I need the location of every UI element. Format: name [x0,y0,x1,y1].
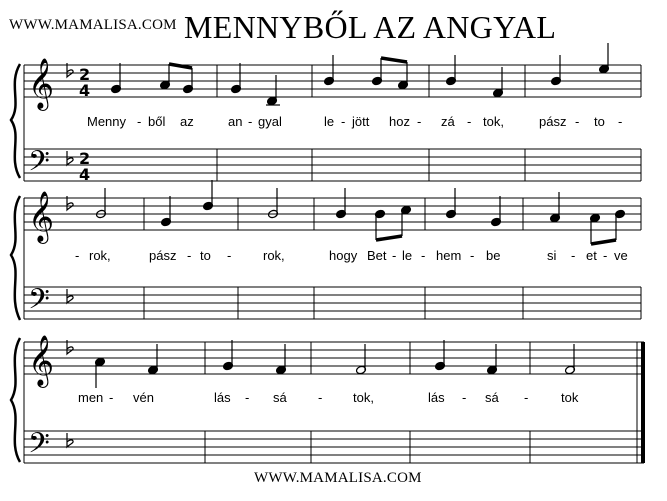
lyric: pász [149,248,177,263]
system-2 [11,180,641,323]
notes [111,43,610,106]
lyric: - [618,114,623,129]
lyric: - [462,390,467,405]
lyric: - [575,114,580,129]
time-signature: 4 [79,165,91,184]
bass-clef-icon: 𝄢 [28,283,50,323]
brace [11,196,20,320]
lyric: - [187,248,192,263]
lyric: - [603,248,608,263]
website-footer[interactable]: WWW.MAMALISA.COM [254,470,422,486]
lyric: an [228,114,243,129]
lyric: ből [148,114,166,129]
lyric: tok, [483,114,504,129]
brace [11,338,20,462]
lyric: ve [614,248,628,263]
lyric: - [470,248,475,263]
lyric: - [341,114,346,129]
lyric: sá [485,390,499,405]
flat-icon [67,151,73,165]
lyric: sá [273,390,287,405]
lyric: - [318,390,323,405]
lyric: az [180,114,194,129]
lyric: vén [133,390,154,405]
lyric: - [75,248,80,263]
lyric: - [417,114,422,129]
lyric: et [586,248,597,263]
system-1 [11,43,641,185]
lyric: hem [436,248,462,263]
lyric: rok, [263,248,285,263]
time-signature: 2 [79,65,91,84]
lyric: - [245,390,250,405]
lyric: tok, [353,390,374,405]
lyric: to [200,248,211,263]
lyric: lás [428,390,445,405]
lyric: Menny [87,114,127,129]
song-title: MENNYBŐL AZ ANGYAL [184,9,557,45]
system-3 [11,335,645,467]
lyric: - [571,248,576,263]
notes [96,180,626,244]
lyric: - [109,390,114,405]
lyrics-system-1 [87,114,622,129]
lyric: men [78,390,104,405]
bass-clef-icon: 𝄢 [28,145,50,185]
lyric: - [392,248,397,263]
flat-icon [67,289,73,303]
lyric: lás [214,390,231,405]
lyric: tok [561,390,579,405]
lyric: si [547,248,557,263]
lyric: gyal [258,114,282,129]
lyric: - [227,248,232,263]
brace [11,64,20,178]
treble-clef-icon: 𝄞 [28,191,55,242]
lyrics-system-3 [78,390,579,405]
website-header[interactable]: WWW.MAMALISA.COM [9,17,177,33]
lyric: - [524,390,529,405]
lyric: le [324,114,335,129]
final-barline [641,342,645,463]
time-signature: 2 [79,149,91,168]
lyric: hogy [329,248,358,263]
lyric: - [467,114,472,129]
lyric: Bet [367,248,387,263]
lyric: - [137,114,142,129]
lyric: le [402,248,413,263]
lyric: - [421,248,426,263]
lyric: rok, [89,248,111,263]
lyric: hoz [389,114,410,129]
lyrics-system-2 [75,248,628,263]
lyric: - [248,114,253,129]
lyric: zá [441,114,455,129]
lyric: be [486,248,501,263]
treble-clef-icon: 𝄞 [28,335,55,386]
lyric: jött [352,114,370,129]
lyric: pász [539,114,567,129]
time-signature: 4 [79,81,91,100]
flat-icon [67,433,73,447]
treble-clef-icon: 𝄞 [28,58,55,109]
lyric: to [594,114,605,129]
bass-clef-icon: 𝄢 [28,427,50,467]
notes [95,340,576,388]
